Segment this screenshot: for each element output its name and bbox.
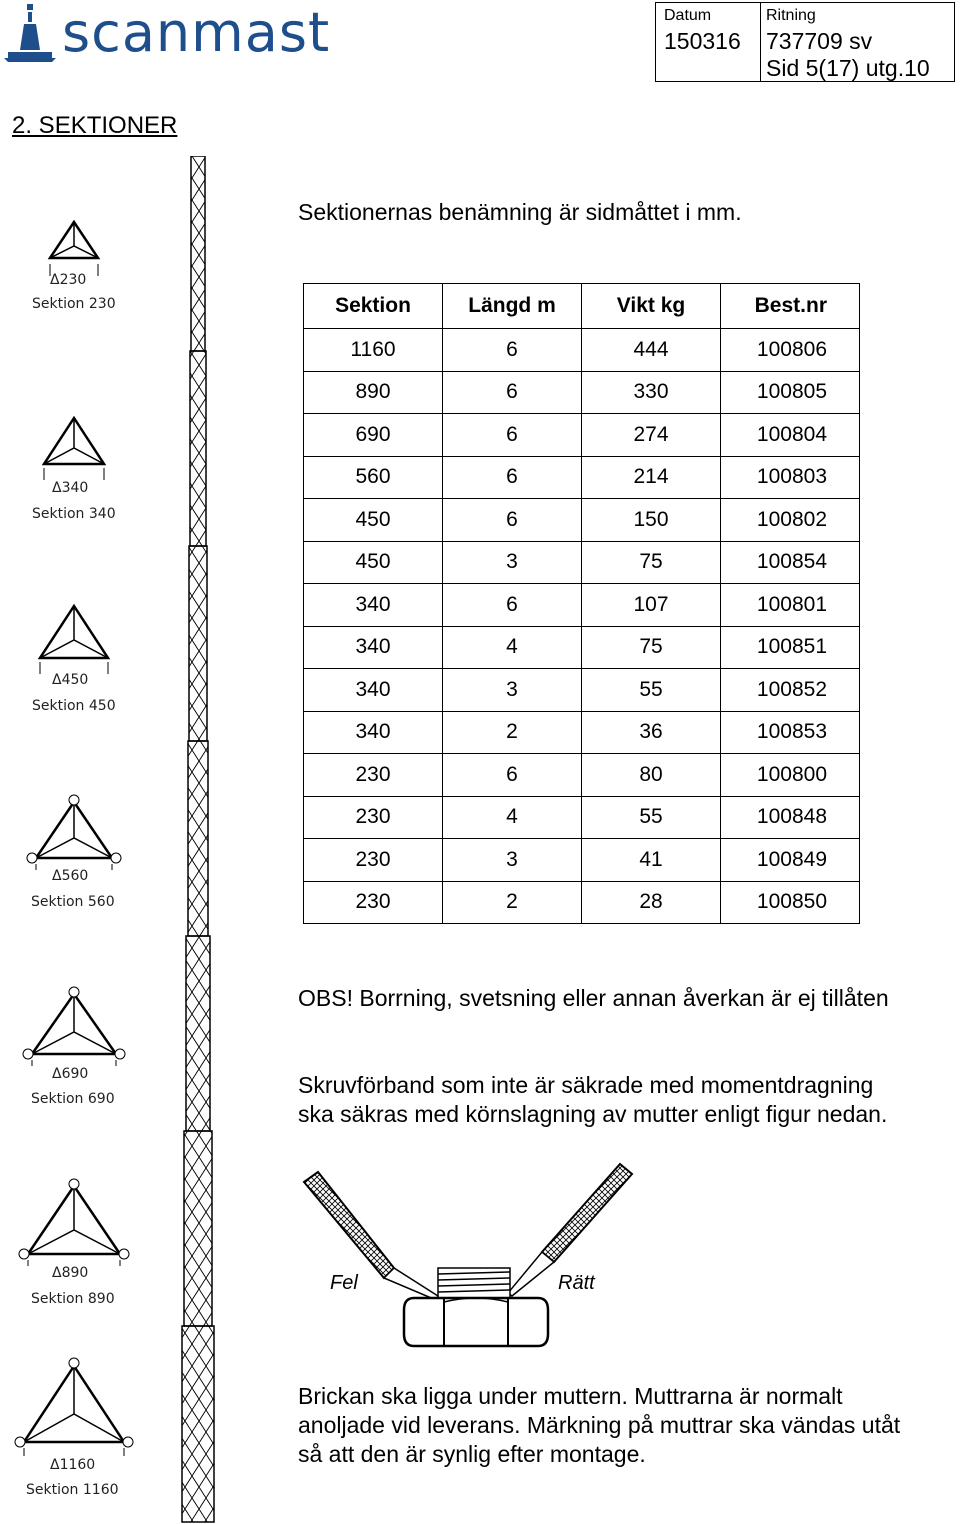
table-row [304,881,860,924]
punch-nut-figure [296,1150,656,1365]
section-450-label: Sektion 450 [32,698,116,714]
section-1160-figure [14,1356,134,1502]
table-cell: 55 [582,796,721,839]
section-340-dim: Δ340 [52,480,89,496]
table-cell: 28 [582,881,721,924]
table-cell: 107 [582,584,721,627]
table-cell: 100851 [721,626,860,669]
mast-logo-icon [4,2,58,64]
bolt-instruction-line: Skruvförband som inte är säkrade med momentdragning [298,1072,874,1098]
bolt-instruction-line: ska säkras med körnslagning av mutter enligt figur nedan. [298,1101,888,1127]
table-cell: 6 [443,371,582,414]
section-890-dim: Δ890 [52,1265,89,1281]
column-header: Sektion [304,284,443,329]
table-cell: 3 [443,541,582,584]
ratt-label: Rätt [558,1272,595,1294]
section-890-label: Sektion 890 [31,1291,115,1307]
sections-table [303,283,860,924]
table-row [304,499,860,542]
table-cell: 6 [443,456,582,499]
ritning-value: 737709 sv [766,28,873,54]
table-cell: 4 [443,626,582,669]
table-cell: 100852 [721,669,860,712]
table-row [304,371,860,414]
section-690-dim: Δ690 [52,1066,89,1082]
table-cell: 100806 [721,329,860,372]
triangle-section-icon [24,218,124,280]
table-cell: 4 [443,796,582,839]
wrong-punch-icon [304,1172,438,1300]
table-cell: 230 [304,839,443,882]
logo-wordmark: scanmast [62,1,331,64]
nut-instruction [298,1382,900,1469]
drawing-info-box [655,2,955,82]
column-header: Längd m [443,284,582,329]
table-cell: 100803 [721,456,860,499]
table-row [304,796,860,839]
table-cell: 340 [304,584,443,627]
section-340-label: Sektion 340 [32,506,116,522]
table-row [304,669,860,712]
table-cell: 2 [443,881,582,924]
column-header: Vikt kg [582,284,721,329]
table-cell: 150 [582,499,721,542]
table-cell: 100802 [721,499,860,542]
table-cell: 55 [582,669,721,712]
section-560-figure [22,794,126,914]
table-cell: 2 [443,711,582,754]
table-cell: 100804 [721,414,860,457]
table-row [304,456,860,499]
table-header-row [304,284,860,329]
mast-drawing [178,156,218,1524]
table-cell: 75 [582,541,721,584]
table-cell: 444 [582,329,721,372]
ritning-label: Ritning [766,7,816,24]
triangle-section-icon [14,1356,134,1456]
table-cell: 3 [443,839,582,882]
section-title: 2. SEKTIONER [12,112,178,139]
table-cell: 450 [304,499,443,542]
obs-warning: OBS! Borrning, svetsning eller annan åverkan är ej tillåten [298,985,889,1011]
section-230-dim: Δ230 [50,272,87,288]
scanmast-logo [4,1,331,64]
table-cell: 6 [443,414,582,457]
section-890-figure [18,1178,130,1312]
table-cell: 890 [304,371,443,414]
column-header: Best.nr [721,284,860,329]
table-cell: 330 [582,371,721,414]
table-row [304,541,860,584]
intro-text: Sektionernas benämning är sidmåttet i mm. [298,199,742,225]
table-cell: 560 [304,456,443,499]
section-230-label: Sektion 230 [32,296,116,312]
table-cell: 340 [304,626,443,669]
table-cell: 230 [304,754,443,797]
table-cell: 6 [443,754,582,797]
table-cell: 690 [304,414,443,457]
table-cell: 340 [304,669,443,712]
section-560-label: Sektion 560 [31,894,115,910]
table-cell: 36 [582,711,721,754]
section-690-label: Sektion 690 [31,1091,115,1107]
punch-nut-illustration [296,1150,656,1365]
table-cell: 75 [582,626,721,669]
table-cell: 6 [443,329,582,372]
triangle-section-icon [18,1178,130,1266]
table-cell: 3 [443,669,582,712]
table-row [304,711,860,754]
table-row [304,414,860,457]
nut-instruction-line: anoljade vid leverans. Märkning på muttrar ska vändas utåt [298,1412,901,1438]
table-cell: 230 [304,881,443,924]
triangle-section-icon [24,414,124,480]
section-560-dim: Δ560 [52,868,89,884]
datum-value: 150316 [664,28,741,54]
nut-instruction-line: så att den är synlig efter montage. [298,1441,646,1467]
section-340-figure [24,414,124,524]
table-row [304,754,860,797]
section-450-dim: Δ450 [52,672,89,688]
table-cell: 340 [304,711,443,754]
table-cell: 100849 [721,839,860,882]
fel-label: Fel [330,1272,358,1294]
section-450-figure [24,602,124,716]
datum-label: Datum [664,7,712,24]
table-cell: 1160 [304,329,443,372]
section-1160-dim: Δ1160 [50,1457,96,1473]
table-cell: 6 [443,584,582,627]
table-row [304,329,860,372]
table-cell: 100853 [721,711,860,754]
table-cell: 100854 [721,541,860,584]
triangle-section-icon [24,602,124,674]
nut-instruction-line: Brickan ska ligga under muttern. Muttrarna är normalt [298,1383,843,1409]
triangle-section-icon [22,794,126,870]
section-230-figure [24,218,124,318]
table-row [304,584,860,627]
table-cell: 230 [304,796,443,839]
table-cell: 100801 [721,584,860,627]
table-cell: 100848 [721,796,860,839]
section-1160-label: Sektion 1160 [26,1482,119,1498]
table-row [304,839,860,882]
section-690-figure [20,986,128,1112]
table-cell: 100805 [721,371,860,414]
table-cell: 274 [582,414,721,457]
table-cell: 80 [582,754,721,797]
page-number: Sid 5(17) utg.10 [766,55,930,81]
table-cell: 6 [443,499,582,542]
table-row [304,626,860,669]
table-cell: 450 [304,541,443,584]
table-cell: 214 [582,456,721,499]
table-cell: 100800 [721,754,860,797]
table-cell: 100850 [721,881,860,924]
bolt-instruction [298,1071,887,1129]
triangle-section-icon [20,986,128,1066]
table-cell: 41 [582,839,721,882]
